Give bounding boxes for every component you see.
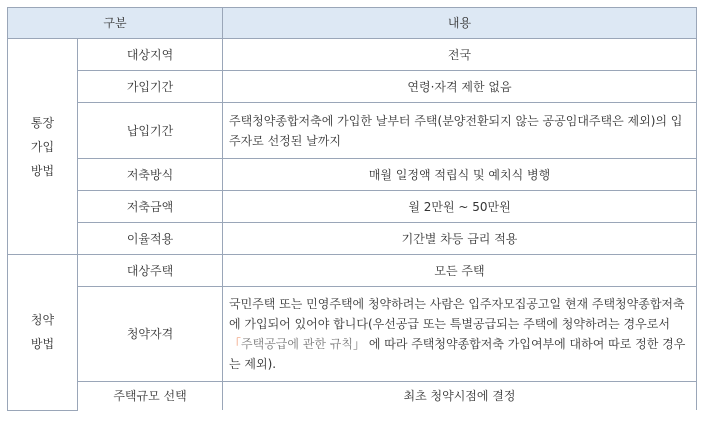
table-header-row (8, 8, 697, 39)
group-name-line: 청약 (30, 313, 55, 328)
table-row (8, 223, 697, 255)
group-name-line: 통장 (30, 115, 55, 130)
row-label: 납입기간 (78, 103, 223, 159)
table-row (8, 159, 697, 191)
group-name-line: 방법 (30, 163, 55, 178)
group-name-account (8, 39, 78, 255)
subscription-info-table (7, 7, 697, 411)
table-row (8, 382, 697, 411)
row-label: 주택규모 선택 (78, 382, 223, 411)
value-text: 에 따라 주택청약종합저축 가입여부에 대하여 따로 정한 경우는 제외). (229, 337, 686, 371)
law-ref-open: 「 (229, 337, 242, 351)
table-row (8, 191, 697, 223)
table-row (8, 255, 697, 287)
row-value: 기간별 차등 금리 적용 (223, 223, 697, 255)
value-text: 국민주택 또는 민영주택에 청약하려는 사람은 입주자모집공고일 현재 주택청약종합저축에 가입되어 있어야 합니다(우선공급 또는 특별공급되는 주택에 청약하려는 경우로서 (229, 297, 685, 331)
row-value (223, 287, 697, 382)
row-value: 모든 주택 (223, 255, 697, 287)
row-label: 저축금액 (78, 191, 223, 223)
law-ref-link[interactable]: 주택공급에 관한 규칙 (241, 337, 353, 351)
table-row (8, 103, 697, 159)
row-value: 전국 (223, 39, 697, 71)
table-row (8, 287, 697, 382)
row-value: 최초 청약시점에 결정 (223, 382, 697, 411)
row-label: 이율적용 (78, 223, 223, 255)
group-name-subscription (8, 255, 78, 411)
row-value: 월 2만원 ~ 50만원 (223, 191, 697, 223)
law-ref-close: 」 (352, 337, 365, 351)
row-label: 대상지역 (78, 39, 223, 71)
header-category: 구분 (8, 8, 223, 39)
header-content: 내용 (223, 8, 697, 39)
row-value: 주택청약종합저축에 가입한 날부터 주택(분양전환되지 않는 공공임대주택은 제외)의 입주자로 선정된 날까지 (223, 103, 697, 159)
row-label: 대상주택 (78, 255, 223, 287)
row-label: 청약자격 (78, 287, 223, 382)
table-row (8, 39, 697, 71)
row-label: 가입기간 (78, 71, 223, 103)
group-name-line: 방법 (30, 337, 55, 352)
table-row (8, 71, 697, 103)
row-value: 연령·자격 제한 없음 (223, 71, 697, 103)
row-label: 저축방식 (78, 159, 223, 191)
row-value: 매월 일정액 적립식 및 예치식 병행 (223, 159, 697, 191)
group-name-line: 가입 (30, 139, 55, 154)
